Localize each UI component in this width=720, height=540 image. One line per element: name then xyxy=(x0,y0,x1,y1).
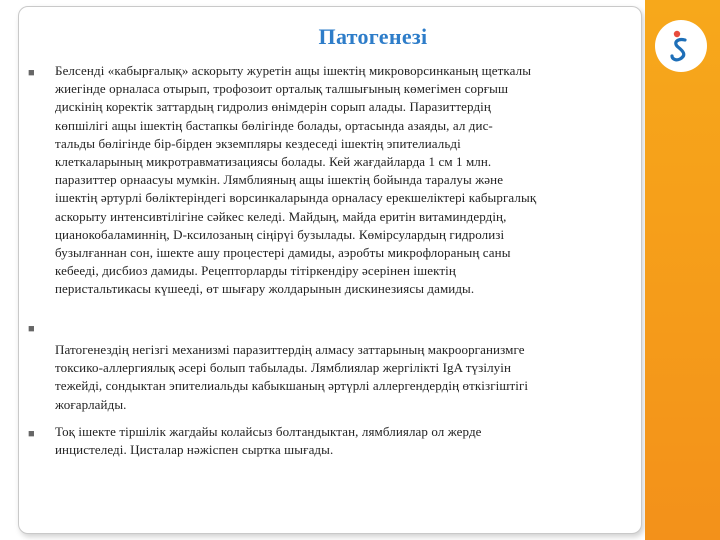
text-line: жиегінде орналаса отырып, трофозоит орталық талшығының көмегімен сорғыш xyxy=(55,81,509,97)
paragraph-pathogenesis-cysts xyxy=(55,423,633,459)
bullet-marker: ■ xyxy=(28,428,35,440)
page-title: Патогенезі xyxy=(318,24,428,49)
text-line: токсико-аллергиялық әсері болып табылады. Лямблиялар жергілікті IgA түзілуін xyxy=(55,360,512,376)
text-line: көпшілігі ащы ішектің бастапкы бөлігінде болады, ортасында азаяды, ал дис- xyxy=(55,117,493,133)
text-line: жоғарлайды. xyxy=(55,396,127,412)
text-line: кебееді, дисбиоз дамиды. Рецепторларды тітіркендіру әсерінен ішектің xyxy=(55,263,456,279)
text-line: тальды бөлігінде бір-бірден экземпляры кездеседі ішектің эпителиальді xyxy=(55,135,461,151)
text-line: перистальтикасы күшееді, өт шығару жолдарынын дискинезиясы дамиды. xyxy=(55,281,475,297)
text-line: дискінің коректік заттардың гидролиз өнімдерін сорып алады. Паразиттердің xyxy=(55,99,491,115)
text-line: ішектің әртурлі бөліктеріндегі ворсинкаларында орналасу ерекшеліктері кабыргалық xyxy=(55,190,537,206)
paragraph-pathogenesis-mechanism xyxy=(55,341,633,414)
text-line: аскорыту интенсивтілігіне сәйкес келеді. Майдың, майда еритін витаминдердің, xyxy=(55,208,507,224)
bullet-marker: ■ xyxy=(28,323,35,335)
text-line: паразиттер орнаасуы мумкін. Лямблияның ащы ішектің бойында таралуы және xyxy=(55,172,504,188)
accent-sidebar xyxy=(645,0,720,540)
paragraph-pathogenesis-main xyxy=(55,62,633,299)
text-line: Белсенді «кабырғалық» аскорыту журетін ащы ішектің микроворсинканың щеткалы xyxy=(55,63,532,78)
text-line: Тоқ ішекте тіршілік жагдайы колайсыз болтандыктан, лямблиялар ол жерде xyxy=(55,424,482,439)
text-line: бузылғаннан сон, ішекте ашу процестері дамиды, аэробты микрофлораның саны xyxy=(55,245,511,261)
bullet-marker: ■ xyxy=(28,67,35,79)
text-line: клеткаларының микротравматизациясы болады. Кей жағдайларда 1 см 1 млн. xyxy=(55,154,492,170)
text-line: инцистеледі. Цисталар нәжіспен сыртка шығады. xyxy=(55,442,334,458)
text-line: цианокобаламиннің, D-ксилозаның сіңірүі бузылады. Көмірсулардың гидролизі xyxy=(55,226,505,242)
text-line: тежейді, сондыктан эпителиальды кабыкшаның әртүрлі аллергендердің өткізгіштігі xyxy=(55,378,529,394)
text-line: Патогенездің негізгі механизмі паразиттердің алмасу заттарының макроорганизмге xyxy=(55,342,525,357)
